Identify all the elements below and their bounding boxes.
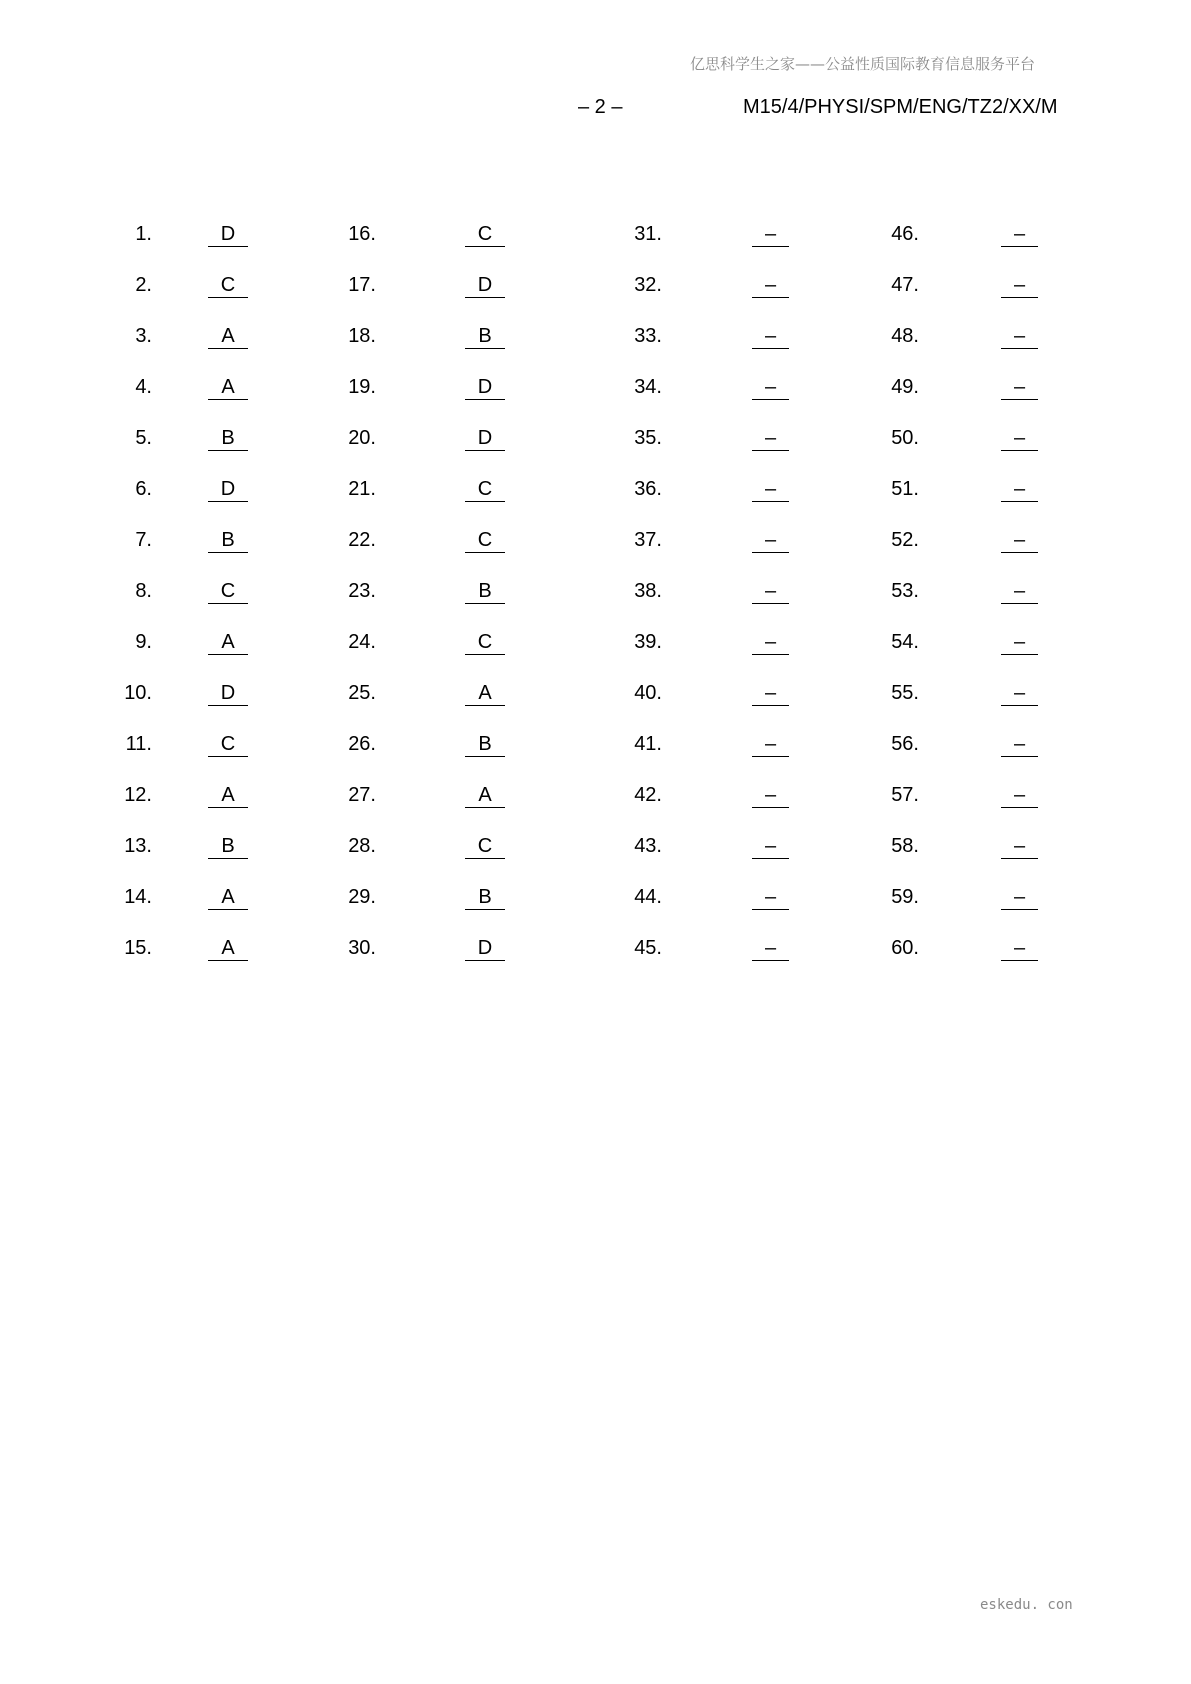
- answer-blank: B: [208, 426, 248, 451]
- question-number: 36.: [634, 478, 662, 500]
- question-number: 55.: [891, 682, 919, 704]
- question-number: 3.: [135, 325, 152, 347]
- answer-blank: –: [752, 324, 789, 349]
- answer-blank: D: [208, 681, 248, 706]
- question-number: 12.: [124, 784, 152, 806]
- page-number: – 2 –: [578, 96, 623, 118]
- answer-blank: A: [465, 681, 505, 706]
- question-number: 58.: [891, 835, 919, 857]
- answer-blank: –: [752, 834, 789, 859]
- answer-blank: –: [1001, 375, 1038, 400]
- answer-blank: C: [465, 630, 505, 655]
- question-number: 41.: [634, 733, 662, 755]
- question-number: 44.: [634, 886, 662, 908]
- answer-blank: C: [465, 222, 505, 247]
- question-number: 8.: [135, 580, 152, 602]
- answer-blank: A: [208, 375, 248, 400]
- question-number: 46.: [891, 223, 919, 245]
- answer-blank: –: [752, 375, 789, 400]
- answer-blank: D: [208, 477, 248, 502]
- answer-blank: –: [1001, 681, 1038, 706]
- question-number: 10.: [124, 682, 152, 704]
- question-number: 42.: [634, 784, 662, 806]
- question-number: 54.: [891, 631, 919, 653]
- answer-blank: D: [208, 222, 248, 247]
- answer-blank: –: [1001, 426, 1038, 451]
- answer-blank: C: [208, 732, 248, 757]
- answer-blank: –: [1001, 273, 1038, 298]
- question-number: 40.: [634, 682, 662, 704]
- question-number: 15.: [124, 937, 152, 959]
- answer-blank: A: [208, 324, 248, 349]
- answer-blank: –: [752, 528, 789, 553]
- question-number: 33.: [634, 325, 662, 347]
- question-number: 13.: [124, 835, 152, 857]
- answer-blank: –: [752, 936, 789, 961]
- question-number: 53.: [891, 580, 919, 602]
- question-number: 22.: [348, 529, 376, 551]
- answer-blank: B: [465, 579, 505, 604]
- answer-blank: B: [208, 834, 248, 859]
- question-number: 51.: [891, 478, 919, 500]
- answer-blank: A: [208, 783, 248, 808]
- answer-blank: –: [752, 681, 789, 706]
- question-number: 14.: [124, 886, 152, 908]
- answer-blank: D: [465, 273, 505, 298]
- answer-blank: B: [208, 528, 248, 553]
- answer-blank: D: [465, 375, 505, 400]
- answer-blank: –: [1001, 936, 1038, 961]
- question-number: 11.: [125, 733, 152, 755]
- question-number: 25.: [348, 682, 376, 704]
- question-number: 31.: [634, 223, 662, 245]
- question-number: 9.: [135, 631, 152, 653]
- answer-blank: –: [1001, 528, 1038, 553]
- question-number: 18.: [348, 325, 376, 347]
- question-number: 7.: [135, 529, 152, 551]
- answer-blank: –: [752, 222, 789, 247]
- question-number: 35.: [634, 427, 662, 449]
- answer-blank: C: [208, 273, 248, 298]
- answer-blank: C: [208, 579, 248, 604]
- answer-blank: –: [752, 579, 789, 604]
- answer-blank: A: [208, 885, 248, 910]
- question-number: 56.: [891, 733, 919, 755]
- answer-blank: D: [465, 936, 505, 961]
- question-number: 50.: [891, 427, 919, 449]
- answer-blank: –: [1001, 324, 1038, 349]
- question-number: 34.: [634, 376, 662, 398]
- question-number: 57.: [891, 784, 919, 806]
- answer-blank: –: [1001, 222, 1038, 247]
- question-number: 21.: [348, 478, 376, 500]
- answer-blank: C: [465, 528, 505, 553]
- answer-blank: C: [465, 477, 505, 502]
- question-number: 28.: [348, 835, 376, 857]
- footer-site: eskedu. con: [980, 1597, 1073, 1613]
- question-number: 2.: [135, 274, 152, 296]
- answer-blank: A: [208, 630, 248, 655]
- document-code: M15/4/PHYSI/SPM/ENG/TZ2/XX/M: [743, 96, 1058, 118]
- question-number: 30.: [348, 937, 376, 959]
- question-number: 32.: [634, 274, 662, 296]
- answer-blank: –: [752, 630, 789, 655]
- answer-blank: A: [465, 783, 505, 808]
- answer-blank: D: [465, 426, 505, 451]
- answer-blank: –: [1001, 732, 1038, 757]
- question-number: 1.: [135, 223, 152, 245]
- question-number: 5.: [135, 427, 152, 449]
- question-number: 38.: [634, 580, 662, 602]
- question-number: 19.: [348, 376, 376, 398]
- question-number: 6.: [135, 478, 152, 500]
- answer-blank: –: [752, 732, 789, 757]
- question-number: 16.: [348, 223, 376, 245]
- answer-blank: –: [752, 477, 789, 502]
- answer-blank: –: [1001, 834, 1038, 859]
- question-number: 43.: [634, 835, 662, 857]
- answer-blank: A: [208, 936, 248, 961]
- answer-blank: –: [1001, 783, 1038, 808]
- answer-blank: –: [752, 885, 789, 910]
- question-number: 20.: [348, 427, 376, 449]
- question-number: 45.: [634, 937, 662, 959]
- question-number: 17.: [348, 274, 376, 296]
- question-number: 24.: [348, 631, 376, 653]
- question-number: 59.: [891, 886, 919, 908]
- answer-blank: B: [465, 324, 505, 349]
- question-number: 4.: [135, 376, 152, 398]
- answer-blank: –: [1001, 630, 1038, 655]
- question-number: 49.: [891, 376, 919, 398]
- answer-blank: –: [1001, 579, 1038, 604]
- question-number: 39.: [634, 631, 662, 653]
- answer-blank: –: [1001, 885, 1038, 910]
- answer-blank: –: [752, 273, 789, 298]
- question-number: 27.: [348, 784, 376, 806]
- answer-blank: –: [1001, 477, 1038, 502]
- answer-blank: C: [465, 834, 505, 859]
- question-number: 60.: [891, 937, 919, 959]
- question-number: 23.: [348, 580, 376, 602]
- question-number: 47.: [891, 274, 919, 296]
- answer-blank: B: [465, 732, 505, 757]
- question-number: 29.: [348, 886, 376, 908]
- question-number: 26.: [348, 733, 376, 755]
- question-number: 48.: [891, 325, 919, 347]
- question-number: 37.: [634, 529, 662, 551]
- answer-blank: –: [752, 783, 789, 808]
- answer-blank: B: [465, 885, 505, 910]
- watermark-text: 亿思科学生之家——公益性质国际教育信息服务平台: [690, 55, 1036, 73]
- answer-blank: –: [752, 426, 789, 451]
- question-number: 52.: [891, 529, 919, 551]
